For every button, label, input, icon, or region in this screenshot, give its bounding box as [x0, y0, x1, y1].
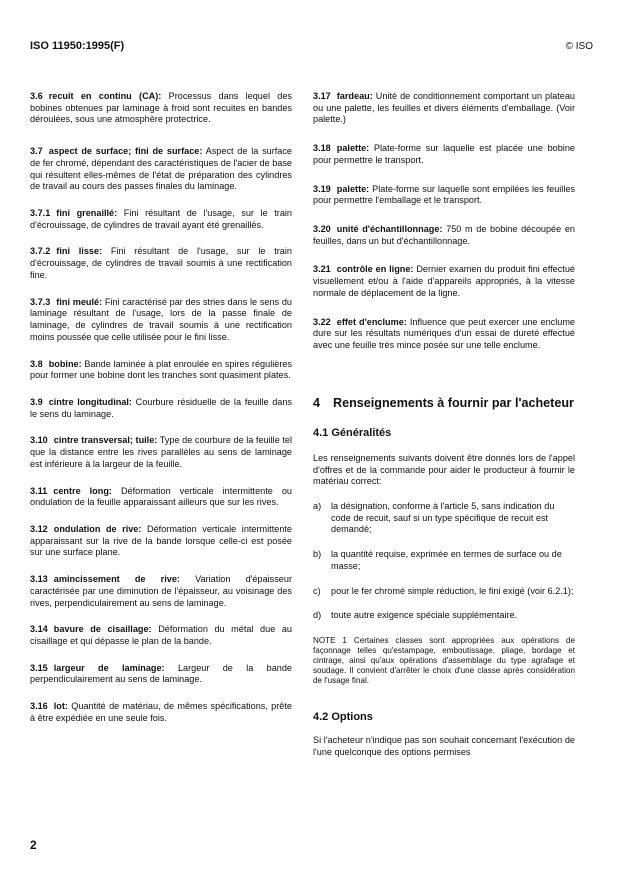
section-4-heading: 4 Renseignements à fournir par l'acheteur [313, 395, 574, 410]
definition-3-17: 3.17 fardeau: Unité de conditionnement comportant un plateau ou une palette, les feuilles et divers éléments d'emballage. (Voir palette.) [313, 91, 575, 125]
list-item: c) pour le fer chromé simple réduction, le fini exigé (voir 6.2.1); [313, 585, 574, 596]
definition-3-7-2: 3.7.2 fini lisse: Fini résultant de l'usage, sur le train d'écrouissage, de cylindres de travail soumis à une rectification fine. [30, 246, 292, 280]
right-column [313, 86, 575, 759]
definition-3-16: 3.16 lot: Quantité de matériau, de mêmes spécifications, prête à être expédiée en une seule fois. [30, 701, 292, 723]
list-item: a) la désignation, conforme à l'article 5, sans indication du code de recuit, sauf si un type spécifique de recuit est demandé; [313, 501, 555, 535]
definition-3-9: 3.9 cintre longitudinal: Courbure résiduelle de la feuille dans le sens du laminage. [30, 396, 292, 419]
document-reference: ISO 11950:1995(F) [30, 40, 125, 52]
section-4-1-heading: 4.1 Généralités [313, 426, 392, 439]
definition-3-10: 3.10 cintre transversal; tuile: Type de courbure de la feuille tel que la distance entre les rives parallèles au sens de laminage est inférieure à la largeur de la feuille. [30, 435, 293, 469]
definition-3-22: 3.22 effet d'enclume: Influence que peut exercer une enclume dure sur les résultats numériques d'un essai de dureté effectué avec une feuille très mince posée sur une telle enclume. [313, 316, 575, 351]
section-4-1-intro: Les renseignements suivants doivent être donnés lors de l'appel d'offres et de la commande pour aider le producteur à fournir le matériau correct: [313, 452, 575, 487]
definition-3-7: 3.7 aspect de surface; fini de surface: Aspect de la surface de fer chromé, dépendant des caractéristiques de l'acier de base qui résultent elles-mêmes de l'état de préparation des cylindres de travail au cours des passes finales du laminage. [30, 146, 293, 192]
definition-3-21: 3.21 contrôle en ligne: Dernier examen du produit fini effectué visuellement et/ou à l'aide d'appareils appropriés, à la vitesse normale de déplacement de la ligne. [313, 264, 575, 298]
definition-3-8: 3.8 bobine: Bande laminée à plat enroulée en spires régulières pour former une bobine dont les tranches sont quasiment plates. [30, 358, 292, 381]
definition-3-7-3: 3.7.3 fini meulé: Fini caractérisé par des stries dans le sens du laminage résultant de l'usage, lors de la passe finale de laminage, de cylindres de travail soumis à une rectification moins poussée que celle utilisée pour le fini lisse. [30, 296, 292, 342]
definition-3-13: 3.13 amincissement de rive: Variation d'épaisseur caractérisée par une diminution de l'épaisseur, au voisinage des rives, perpendiculairement au sens de laminage. [30, 574, 292, 608]
list-item: d) toute autre exigence spéciale supplémentaire. [313, 610, 518, 621]
definition-3-19: 3.19 palette: Plate-forme sur laquelle sont empilées les feuilles pour permettre l'emballage et le transport. [313, 183, 575, 206]
definition-3-18: 3.18 palette: Plate-forme sur laquelle est placée une bobine pour permettre le transport. [313, 143, 575, 165]
requirements-list [313, 501, 575, 622]
definition-3-14: 3.14 bavure de cisaillage: Déformation du métal due au cisaillage et qui dépasse le plan de la bande. [30, 624, 292, 646]
definition-3-12: 3.12 ondulation de rive: Déformation verticale intermittente apparaissant sur la rive de la bande lorsque celle-ci est posée sur une surface plane. [30, 523, 292, 558]
list-item: b) la quantité requise, exprimée en termes de surface ou de masse; [313, 549, 562, 571]
definition-3-15: 3.15 largeur de laminage: Largeur de la bande perpendiculairement au sens de laminage. [30, 662, 292, 685]
iso-copyright: © ISO [565, 41, 593, 52]
definition-3-11: 3.11 centre long: Déformation verticale intermittente ou ondulation de la feuille apparaissant ailleurs que sur les rives. [30, 485, 292, 508]
definition-3-6: 3.6 recuit en continu (CA): Processus dans lequel des bobines obtenues par laminage à froid sont recuites en bandes déroulées, sous une atmosphère protectrice. [30, 91, 292, 125]
definition-3-20: 3.20 unité d'échantillonnage: 750 m de bobine découpée en feuilles, dans un but d'échantillonnage. [313, 224, 575, 246]
definition-3-7-1: 3.7.1 fini grenaillé: Fini résultant de l'usage, sur le train d'écrouissage, de cylindres de travail ayant été grenaillés. [30, 208, 293, 230]
page-number: 2 [30, 838, 37, 852]
section-4-2-text: Si l'acheteur n'indique pas son souhait concernant l'exécution de l'une quelconque des options permises [313, 735, 575, 758]
note-1: NOTE 1 Certaines classes sont appropriées aux opérations de façonnage telles qu'estampage, emboutissage, pliage, bordage et cintrage, ainsi qu'aux opérations d'assemblage du type agrafage et soudage. Il convient d'arrêter le choix d'une classe après considération de l'usage final. [313, 636, 575, 685]
section-4-2-heading: 4.2 Options [313, 711, 373, 724]
left-column [30, 86, 292, 725]
